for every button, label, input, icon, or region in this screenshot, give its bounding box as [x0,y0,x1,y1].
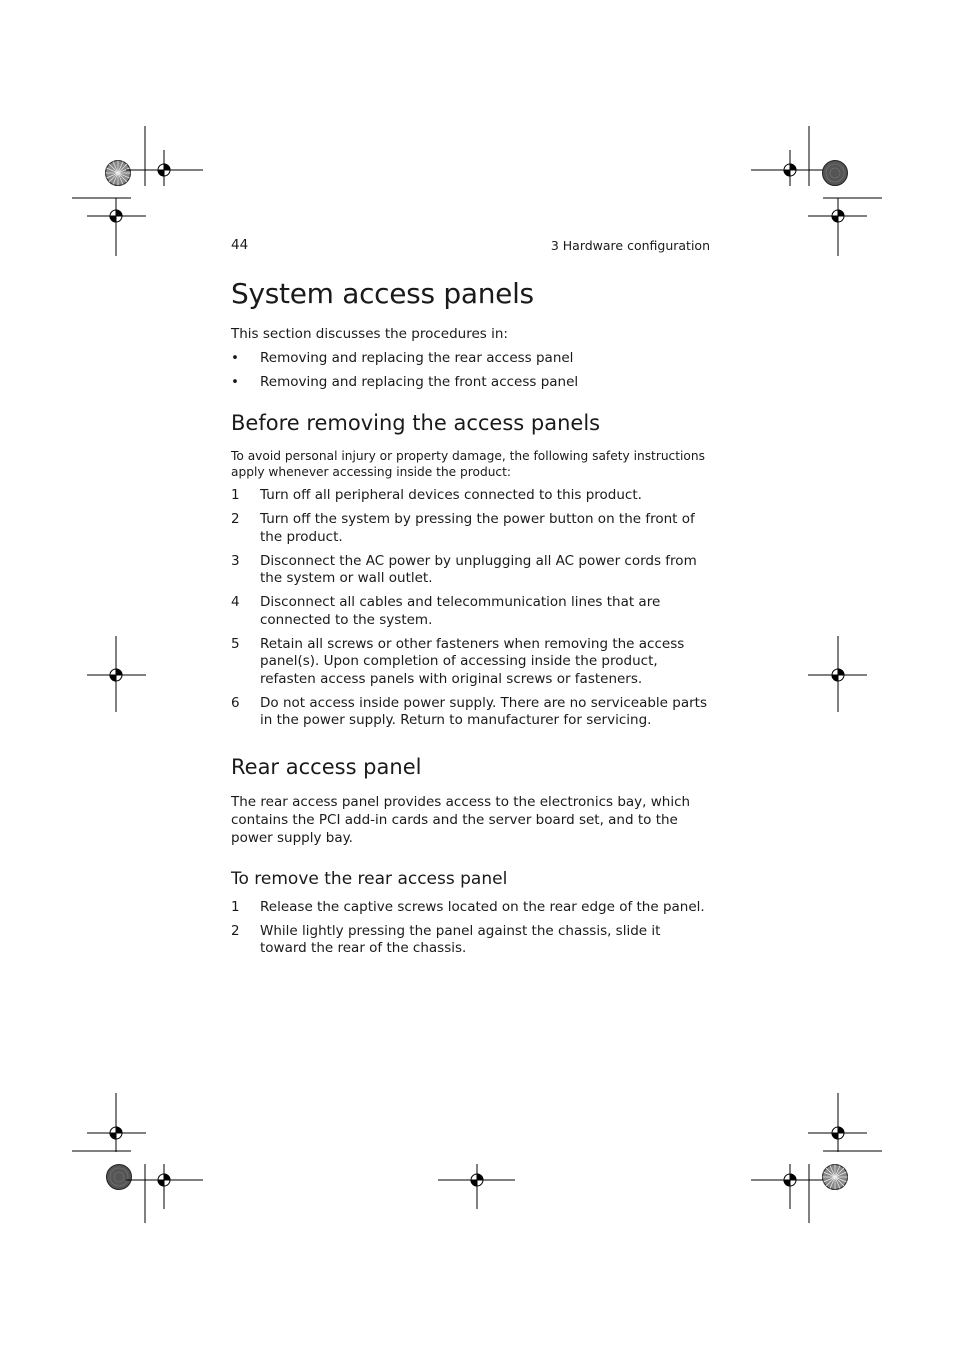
safety-intro: To avoid personal injury or property damage, the following safety instructions apply whenever accessing inside the product: [231,449,705,479]
list-item: • Removing and replacing the front access panel [231,373,579,390]
crosshair-icon [438,1164,515,1209]
intro-text: This section discusses the procedures in: [231,326,508,342]
page-number: 44 [231,237,249,253]
crosshair-icon [808,1093,882,1152]
remove-steps [231,899,711,958]
procedure-list [231,350,711,391]
section-heading: Rear access panel [231,754,422,779]
crosshair-icon [126,1164,203,1223]
list-item: 2 Turn off the system by pressing the power button on the front of the product. [231,511,695,545]
bullet-icon: • [231,373,239,390]
section-heading: Before removing the access panels [231,411,601,435]
list-item: 3 Disconnect the AC power by unplugging all AC power cords from the system or wall outlet. [231,552,697,586]
list-item: • Removing and replacing the rear access panel [231,350,574,366]
rear-panel-text: The rear access panel provides access to the electronics bay, which contains the PCI add-in cards and the server board set, and to the power supply bay. [231,793,691,846]
list-item: 4 Disconnect all cables and telecommunication lines that are connected to the system. [231,594,661,628]
crosshair-icon [751,126,828,186]
safety-steps [231,487,711,730]
list-item: 1 Release the captive screws located on the rear edge of the panel. [231,898,705,915]
page-content [231,276,711,958]
page-title: System access panels [231,277,534,310]
starburst-icon [106,161,131,186]
list-item: 6 Do not access inside power supply. There are no serviceable parts in the power supply. Return to manufacturer for servicing. [231,694,707,728]
crosshair-icon [126,126,203,186]
list-item: 5 Retain all screws or other fasteners when removing the access panel(s). Upon completion of accessing inside the product, refasten access panels with original screws or fasteners. [231,635,685,687]
running-head: 3 Hardware configuration [550,238,710,253]
solid-disc-icon [823,161,848,186]
subsection-heading: To remove the rear access panel [231,868,508,889]
crosshair-icon [72,1093,146,1152]
list-item: 1 Turn off all peripheral devices connected to this product. [231,487,642,503]
bullet-icon: • [231,350,239,366]
solid-disc-icon [107,1165,132,1190]
crosshair-icon [72,198,146,256]
starburst-icon [823,1165,848,1190]
crosshair-icon [808,636,867,712]
list-item: 2 While lightly pressing the panel against the chassis, slide it toward the rear of the chassis. [231,922,661,956]
crosshair-icon [751,1164,828,1223]
crosshair-icon [808,198,882,256]
crosshair-icon [87,636,146,712]
